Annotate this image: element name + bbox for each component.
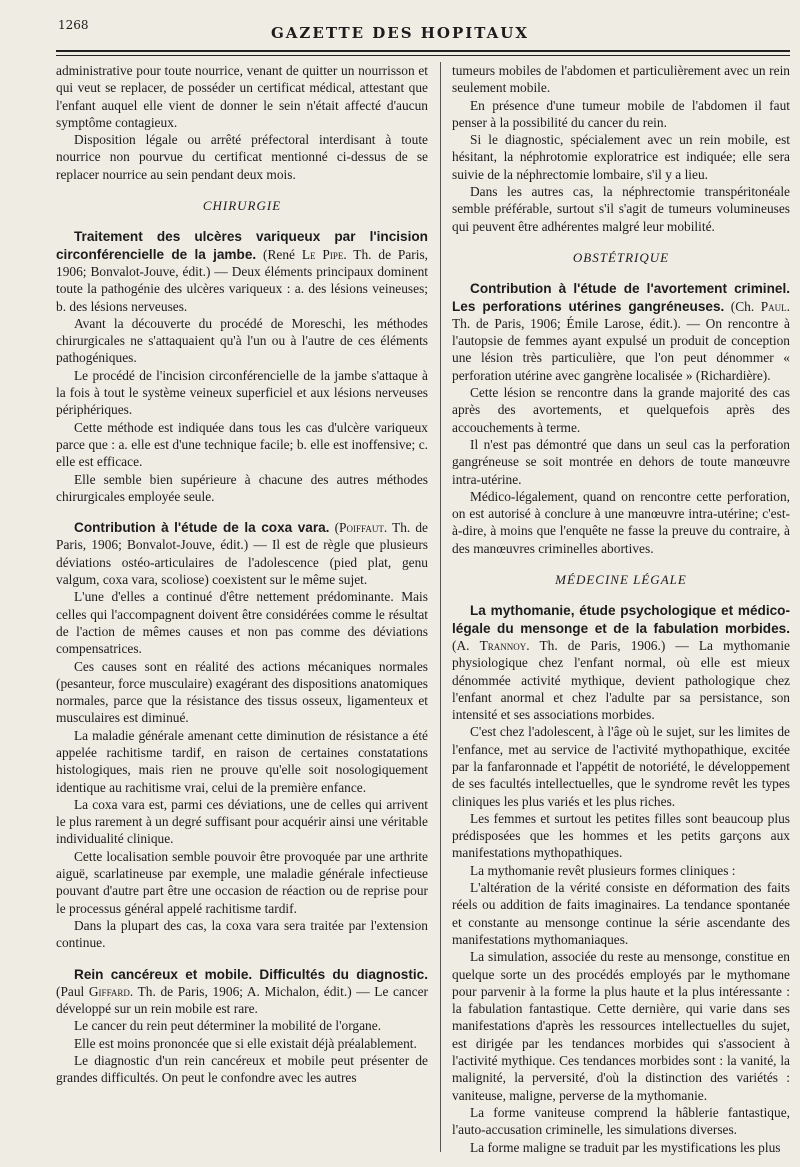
entry-ref: . Th. de Paris, 1906; Bonvalot-Jouve, édit.) — Deux éléments principaux dominent toute la pathogénie des ulcères variqueux : a. des lésions veineuses; b. des lésions nerveuses.: [56, 246, 428, 314]
page-number: 1268: [58, 18, 89, 32]
right-column: [452, 62, 790, 1156]
entry-ref: . Th. de Paris, 1906; Émile Larose, édit.). — On rencontre à l'autopsie de femmes ayant expulsé un produit de conception une lésion très particulière, que l'on peut dénommer « perforation utérine avec gangrène localisée » (Richardière).: [452, 298, 791, 383]
paragraph: Dans les autres cas, la néphrectomie transpéritonéale semble préférable, surtout s'il s'agit de tumeurs volumineuses qui peuvent être adhérentes malgré leur mobilité.: [452, 184, 790, 234]
entry-title: La mythomanie, étude psychologique et médico-légale du mensonge et de la fabulation morbides.: [452, 603, 790, 636]
section-heading-medecine-legale: MÉDECINE LÉGALE: [555, 572, 687, 588]
paragraph: administrative pour toute nourrice, venant de quitter un nourrisson et qui veut se replacer, de posséder un certificat médical, attestant que l'enfant auquel elle vient de donner le sein n'était affecté d'aucun symptôme contagieux.: [56, 63, 428, 130]
section-heading-obstetrique: OBSTÉTRIQUE: [572, 249, 670, 265]
paragraph: Cette lésion se rencontre dans la grande majorité des cas après des avortements, et quelquefois après des accouchements à terme.: [452, 385, 790, 435]
entry-ref: (René: [256, 246, 302, 262]
paragraph: L'une d'elles a continué d'être nettement prédominante. Mais celles qui l'accompagnent doivent être considérées comme le résultat de l'action de mêmes causes et non pas comme des déviations compensatrices.: [56, 589, 428, 657]
paragraph: La maladie générale amenant cette diminution de résistance a été appelée rachitisme tardif, en raison de certaines constatations histologiques, mais rien ne prouve qu'elle soit nosologiquement identique au rachitisme vrai, celui de la première enfance.: [56, 727, 428, 795]
paragraph: La mythomanie revêt plusieurs formes cliniques :: [470, 862, 736, 878]
paragraph: Dans la plupart des cas, la coxa vara sera traitée par l'extension continue.: [56, 917, 428, 951]
entry-ref: . Th. de Paris, 1906.) — La mythomanie physiologique chez l'enfant normal, où elle est mieux dénommée activité mythique, devient pathologique chez l'enfant anormal et chez l'adulte par sa persistance, son intensité et ses associations morbides.: [452, 637, 791, 723]
paragraph: L'altération de la vérité consiste en déformation des faits réels ou addition de faits imaginaires. La tendance spontanée et constante au mensonge continue la série ascendante des manifestations mythomaniaques.: [452, 880, 790, 947]
entry-ref: (Ch.: [724, 298, 761, 314]
entry-title: Traitement des ulcères variqueux par l'incision circonférencielle de la jambe.: [56, 229, 428, 262]
entry-ref: . Th. de Paris, 1906; Bonvalot-Jouve, édit.) — Il est de règle que plusieurs déviations ostéo-articulaires de l'adolescence (pied plat, genu valgum, coxa vara, scoliose) coexistent sur le même sujet.: [56, 520, 428, 588]
paragraph: Si le diagnostic, spécialement avec un rein mobile, est hésitant, la néphrotomie exploratrice est indiquée; elle sera suivie de la néphrectomie lombaire, s'il y a lieu.: [452, 132, 790, 182]
entry-author: Poiffaut: [339, 520, 384, 536]
paragraph: Cette méthode est indiquée dans tous les cas d'ulcère variqueux parce que : a. elle est d'une technique facile; b. elle est inoffensive; c. elle est efficace.: [56, 419, 428, 470]
entry-ref: (Paul: [56, 983, 89, 999]
paragraph: Médico-légalement, quand on rencontre cette perforation, on est autorisé à conclure à une manœuvre intra-utérine; c'est-à-dire, à moins que l'enquête ne fasse la preuve du contraire, à des manœuvres criminelles abortives.: [452, 488, 790, 556]
header-rule: [56, 50, 790, 52]
entry-ref: . Th. de Paris, 1906; A. Michalon, édit.) — Le cancer développé sur un rein mobile est rare.: [56, 983, 428, 1017]
entry-title: Contribution à l'étude de l'avortement criminel. Les perforations utérines gangréneuses.: [452, 281, 790, 314]
entry-title: Contribution à l'étude de la coxa vara.: [74, 520, 330, 536]
paragraph: La simulation, associée du reste au mensonge, constitue en quelque sorte un des procédés employés par le mythomane pour parvenir à la forme la plus haute et la plus intéressante : la fabulation fantastique. Cette dernière, qui varie dans ses manifestations d'après les ressources intellectuelles du sujet, est dirigée par les tendances morbides qui s'associent à l'activité mythique. Ces tendances morbides sont : la vanité, la malignité, la perversité, d'où la distinction des variétés : vaniteuse, maligne, perverse de la mythomanie.: [452, 949, 790, 1103]
column-divider: [440, 62, 441, 1152]
paragraph: La forme vaniteuse comprend la hâblerie fantastique, l'auto-accusation criminelle, les simulations diverses.: [452, 1104, 790, 1138]
entry-author: Giffard: [88, 983, 130, 999]
review-entry: [56, 966, 428, 1087]
paragraph: Les femmes et surtout les petites filles sont beaucoup plus prédisposées que les hommes et les petits garçons aux manifestations mythopathiques.: [452, 810, 790, 861]
paragraph: Ces causes sont en réalité des actions mécaniques normales (pesanteur, force musculaire) exagérant des dispositions anatomiques normales, parce que la résistance des tissus osseux, ligamenteux et musculaires est diminué.: [56, 658, 428, 726]
paragraph: Avant la découverte du procédé de Moreschi, les méthodes chirurgicales ne s'attaquaient qu'à l'un ou à l'autre de ces éléments pathogéniques.: [56, 315, 428, 366]
entry-author: Trannoy: [479, 637, 527, 653]
paragraph: C'est chez l'adolescent, à l'âge où le sujet, sur les limites de l'enfance, met au service de l'activité mythopathique, excitée par la fanfaronnade et l'appétit de notoriété, le développement de ses facultés intellectuelles, que le syndrome revêt les types cliniques les plus variés et les plus riches.: [452, 724, 790, 809]
review-entry: [452, 602, 790, 1156]
review-entry: [56, 519, 428, 951]
entry-author: Paul: [760, 298, 787, 314]
review-entry: [56, 228, 428, 505]
paragraph: La coxa vara est, parmi ces déviations, une de celles qui arrivent le plus rarement à un degré suffisant pour acquérir ainsi une véritable individualité clinique.: [56, 796, 428, 847]
paragraph: Elle semble bien supérieure à chacune des autres méthodes chirurgicales employée seule.: [56, 471, 428, 504]
paragraph: La forme maligne se traduit par les mystifications les plus: [470, 1139, 781, 1155]
entry-ref: (: [329, 520, 340, 536]
section-heading-chirurgie: CHIRURGIE: [202, 198, 282, 214]
entry-ref: (A.: [452, 637, 480, 653]
paragraph: Le diagnostic d'un rein cancéreux et mobile peut présenter de grandes difficultés. On peut le confondre avec les autres: [56, 1053, 428, 1086]
paragraph: Elle est moins prononcée que si elle existait déjà préalablement.: [74, 1035, 417, 1051]
paragraph: Il n'est pas démontré que dans un seul cas la perforation gangréneuse se soit montrée en dehors de toute manœuvre intra-utérine.: [452, 436, 790, 487]
left-column: [56, 62, 428, 1087]
paragraph: Le procédé de l'incision circonférencielle de la jambe s'attaque à la fois à tout le système veineux superficiel et aux lésions nerveuses périphériques.: [56, 367, 428, 418]
paragraph: tumeurs mobiles de l'abdomen et particulièrement avec un rein seulement mobile.: [452, 63, 790, 96]
paragraph: Le cancer du rein peut déterminer la mobilité de l'organe.: [74, 1018, 382, 1034]
paragraph: Cette localisation semble pouvoir être provoquée par une arthrite aiguë, scarlatineuse par exemple, une maladie générale infectieuse pouvant d'autre part être une occasion de réaction ou de reprise pour le processus général appelé rachitisme tardif.: [56, 848, 428, 916]
paragraph: Disposition légale ou arrêté préfectoral interdisant à toute nourrice non pourvue du certificat mentionné ci-dessus de se replacer nourrice au sein pendant deux mois.: [56, 132, 428, 182]
journal-title: GAZETTE DES HOPITAUX: [270, 24, 529, 42]
header-rule-thin: [56, 55, 790, 56]
entry-author: Le Pipe: [301, 246, 344, 262]
review-entry: [452, 280, 790, 557]
entry-title: Rein cancéreux et mobile. Difficultés du diagnostic.: [74, 966, 428, 982]
paragraph: En présence d'une tumeur mobile de l'abdomen il faut penser à la possibilité du cancer du rein.: [452, 97, 790, 130]
